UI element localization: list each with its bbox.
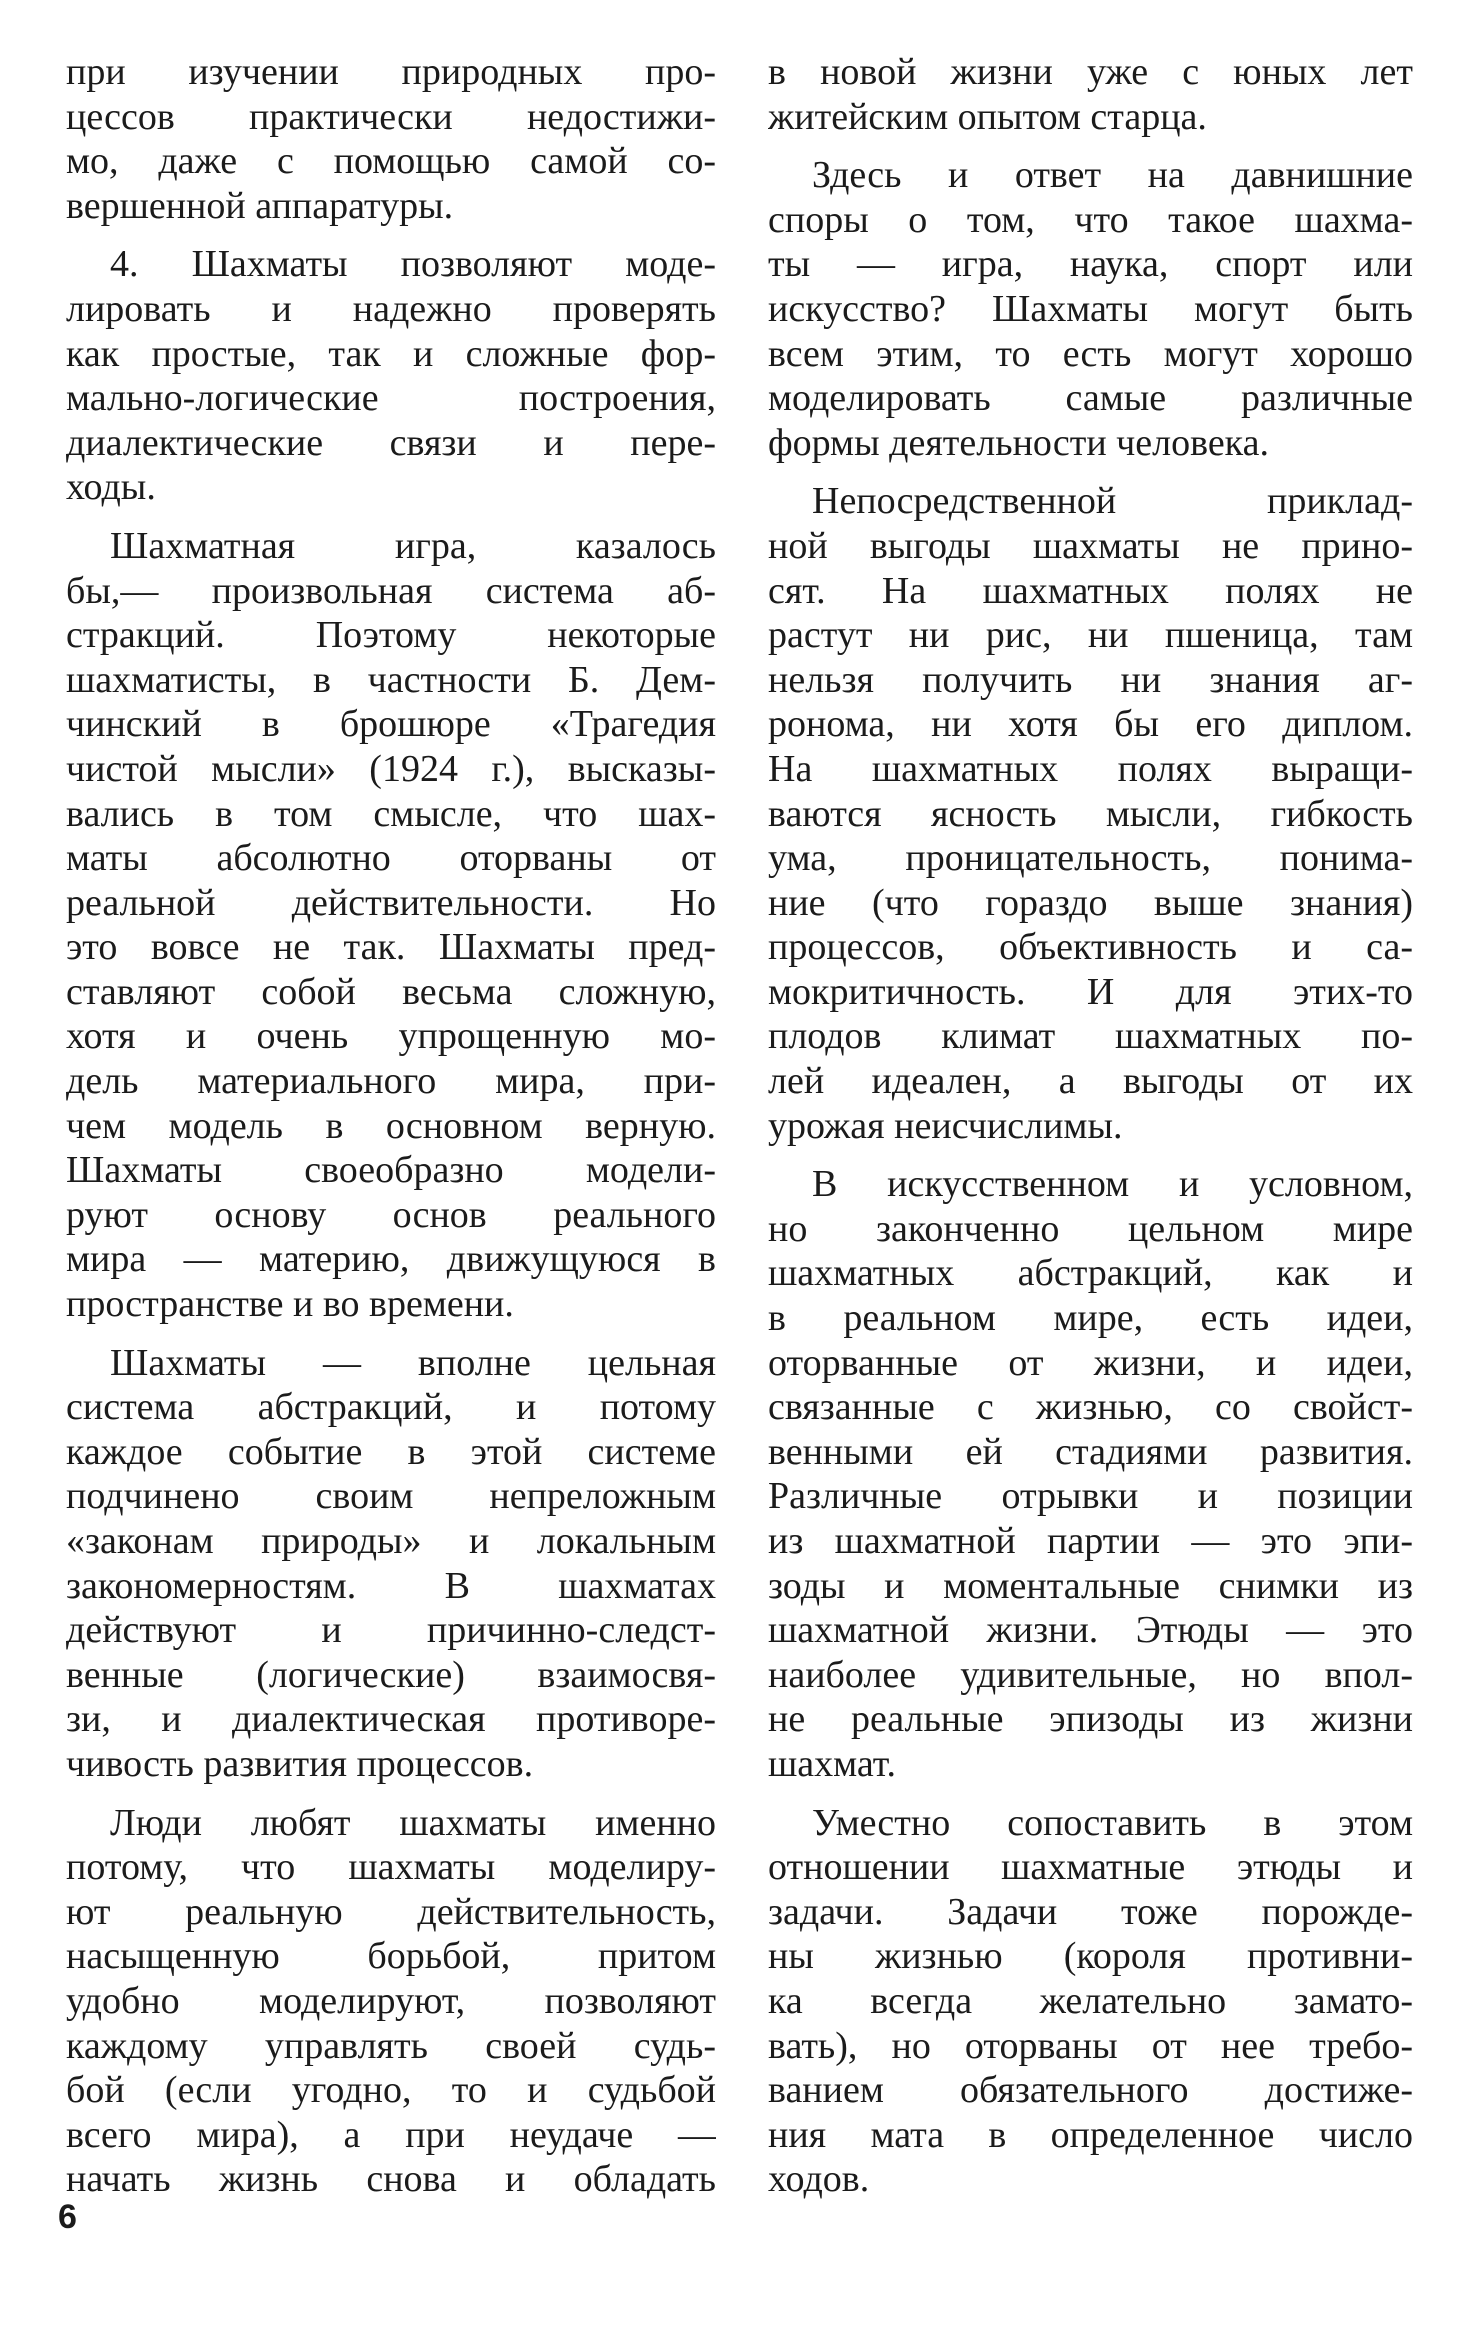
text-line: сят. На шахматных полях не xyxy=(768,569,1413,612)
paragraph xyxy=(768,1162,1413,1786)
text-line: ны жизнью (короля противни- xyxy=(768,1935,1413,1978)
text-line: ума, проницательность, понима- xyxy=(768,837,1413,880)
text-line: шахматной жизни. Этюды — это xyxy=(768,1609,1413,1652)
text-line: процессов, объективность и са- xyxy=(768,926,1413,969)
text-line: зоды и моментальные снимки из xyxy=(768,1564,1413,1607)
paragraph xyxy=(66,1341,716,1787)
text-line: всем этим, то есть могут хорошо xyxy=(768,332,1413,375)
text-line: реальной действительности. Но xyxy=(66,881,716,924)
text-line: пространстве и во времени. xyxy=(66,1283,514,1326)
text-line: каждому управлять своей судь- xyxy=(66,2024,716,2067)
text-line: формы деятельности человека. xyxy=(768,421,1269,464)
text-line: искусство? Шахматы могут быть xyxy=(768,287,1413,330)
text-line: начать жизнь снова и обладать xyxy=(66,2158,716,2201)
text-line: «законам природы» и локальным xyxy=(66,1520,716,1562)
text-line: вать), но оторваны от нее требо- xyxy=(768,2024,1413,2067)
text-line: Уместно сопоставить в этом xyxy=(812,1801,1413,1844)
text-line: руют основу основ реального xyxy=(66,1193,716,1236)
text-line: чистой мысли» (1924 г.), высказы- xyxy=(66,747,716,790)
text-line: это вовсе не так. Шахматы пред- xyxy=(66,926,716,969)
paragraph xyxy=(768,153,1413,465)
text-line: растут ни рис, ни пшеница, там xyxy=(768,614,1413,657)
text-line: удобно моделируют, позволяют xyxy=(66,1979,716,2022)
text-line: урожая неисчислимы. xyxy=(768,1104,1123,1147)
paragraph xyxy=(768,1801,1413,2202)
text-line: как простые, так и сложные фор- xyxy=(66,332,716,375)
text-line: ка всегда желательно замато- xyxy=(768,1979,1413,2022)
text-line: ние (что гораздо выше знания) xyxy=(768,881,1413,924)
text-line: Люди любят шахматы именно xyxy=(110,1801,716,1844)
text-line: чинский в брошюре «Трагедия xyxy=(66,703,716,746)
text-line: ходы. xyxy=(66,466,156,509)
text-line: ной выгоды шахматы не прино- xyxy=(768,524,1413,567)
text-line: всего мира), а при неудаче — xyxy=(66,2113,716,2156)
paragraph xyxy=(66,524,716,1327)
text-line: ния мата в определенное число xyxy=(768,2113,1413,2156)
text-line: вались в том смысле, что шах- xyxy=(66,792,716,835)
text-line: цессов практически недостижи- xyxy=(66,95,716,138)
text-line: ходов. xyxy=(768,2158,870,2201)
text-line: действуют и причинно-следст- xyxy=(66,1609,716,1652)
page-number: 6 xyxy=(58,2198,77,2236)
text-line: вершенной аппаратуры. xyxy=(66,184,454,227)
text-line: мокритичность. И для этих-то xyxy=(768,970,1413,1013)
text-line: ванием обязательного достиже- xyxy=(768,2069,1413,2112)
text-line: задачи. Задачи тоже порожде- xyxy=(768,1890,1413,1933)
text-line: диалектические связи и пере- xyxy=(66,421,716,464)
text-line: мира — материю, движущуюся в xyxy=(66,1238,716,1281)
text-line: плодов климат шахматных по- xyxy=(768,1015,1413,1058)
text-line: Здесь и ответ на давнишние xyxy=(812,154,1413,197)
text-line: подчинено своим непреложным xyxy=(66,1475,716,1518)
text-line: Непосредственной приклад- xyxy=(812,480,1413,523)
text-line: шахматисты, в частности Б. Дем- xyxy=(66,658,716,701)
paragraph xyxy=(768,479,1413,1148)
text-line: Шахматы своеобразно модели- xyxy=(66,1149,716,1192)
text-line: оторванные от жизни, и идеи, xyxy=(768,1341,1413,1384)
text-line: в новой жизни уже с юных лет xyxy=(768,51,1413,93)
text-line: хотя и очень упрощенную мо- xyxy=(66,1015,716,1058)
text-line: чем модель в основном верную. xyxy=(66,1104,716,1147)
text-line: Шахматная игра, казалось xyxy=(110,524,716,567)
paragraph xyxy=(66,50,716,228)
paragraph xyxy=(66,242,716,510)
text-line: отношении шахматные этюды и xyxy=(768,1846,1413,1889)
text-line: 4. Шахматы позволяют моде- xyxy=(110,243,716,286)
text-line: ваются ясность мысли, гибкость xyxy=(768,792,1413,835)
text-line: потому, что шахматы моделиру- xyxy=(66,1846,716,1889)
text-line: Шахматы — вполне цельная xyxy=(110,1341,716,1384)
text-line: лировать и надежно проверять xyxy=(66,287,716,330)
text-line: бы,— произвольная система аб- xyxy=(66,569,716,612)
text-line: лей идеален, а выгоды от их xyxy=(768,1060,1413,1103)
text-line: наиболее удивительные, но впол- xyxy=(768,1653,1413,1696)
text-line: мо, даже с помощью самой со- xyxy=(66,140,716,183)
text-line: ты — игра, наука, спорт или xyxy=(768,243,1413,286)
text-line: мально-логические построения, xyxy=(66,377,716,420)
text-line: каждое событие в этой системе xyxy=(66,1430,716,1473)
text-line: не реальные эпизоды из жизни xyxy=(768,1698,1413,1741)
text-line: зи, и диалектическая противоре- xyxy=(66,1698,716,1741)
text-line: маты абсолютно оторваны от xyxy=(66,837,716,880)
text-line: связанные с жизнью, со свойст- xyxy=(768,1386,1413,1429)
text-line: В искусственном и условном, xyxy=(812,1163,1413,1206)
text-line: из шахматной партии — это эпи- xyxy=(768,1520,1413,1562)
text-line: система абстракций, и потому xyxy=(66,1386,716,1429)
text-line: На шахматных полях выращи- xyxy=(768,747,1413,790)
text-line: венные (логические) взаимосвя- xyxy=(66,1653,716,1696)
text-line: шахматных абстракций, как и xyxy=(768,1252,1413,1295)
text-line: ронома, ни хотя бы его диплом. xyxy=(768,703,1413,746)
text-line: нельзя получить ни знания аг- xyxy=(768,658,1413,701)
text-line: Различные отрывки и позиции xyxy=(768,1475,1413,1518)
text-line: ют реальную действительность, xyxy=(66,1890,716,1933)
text-line: при изучении природных про- xyxy=(66,51,716,93)
text-line: закономерностям. В шахматах xyxy=(66,1564,716,1607)
text-line: ставляют собой весьма сложную, xyxy=(66,970,716,1013)
text-line: шахмат. xyxy=(768,1742,897,1785)
left-column xyxy=(66,50,716,2202)
text-line: дель материального мира, при- xyxy=(66,1060,716,1103)
text-line: венными ей стадиями развития. xyxy=(768,1430,1413,1473)
text-line: чивость развития процессов. xyxy=(66,1742,534,1785)
text-line: моделировать самые различные xyxy=(768,377,1413,420)
paragraph xyxy=(768,50,1413,139)
paragraph xyxy=(66,1801,716,2202)
text-line: в реальном мире, есть идеи, xyxy=(768,1297,1413,1340)
text-line: споры о том, что такое шахма- xyxy=(768,198,1413,241)
text-line: стракций. Поэтому некоторые xyxy=(66,614,716,657)
right-column xyxy=(768,50,1413,2202)
text-line: житейским опытом старца. xyxy=(768,95,1207,138)
text-line: насыщенную борьбой, притом xyxy=(66,1935,716,1978)
text-line: бой (если угодно, то и судьбой xyxy=(66,2069,716,2112)
text-line: но законченно цельном мире xyxy=(768,1207,1413,1250)
